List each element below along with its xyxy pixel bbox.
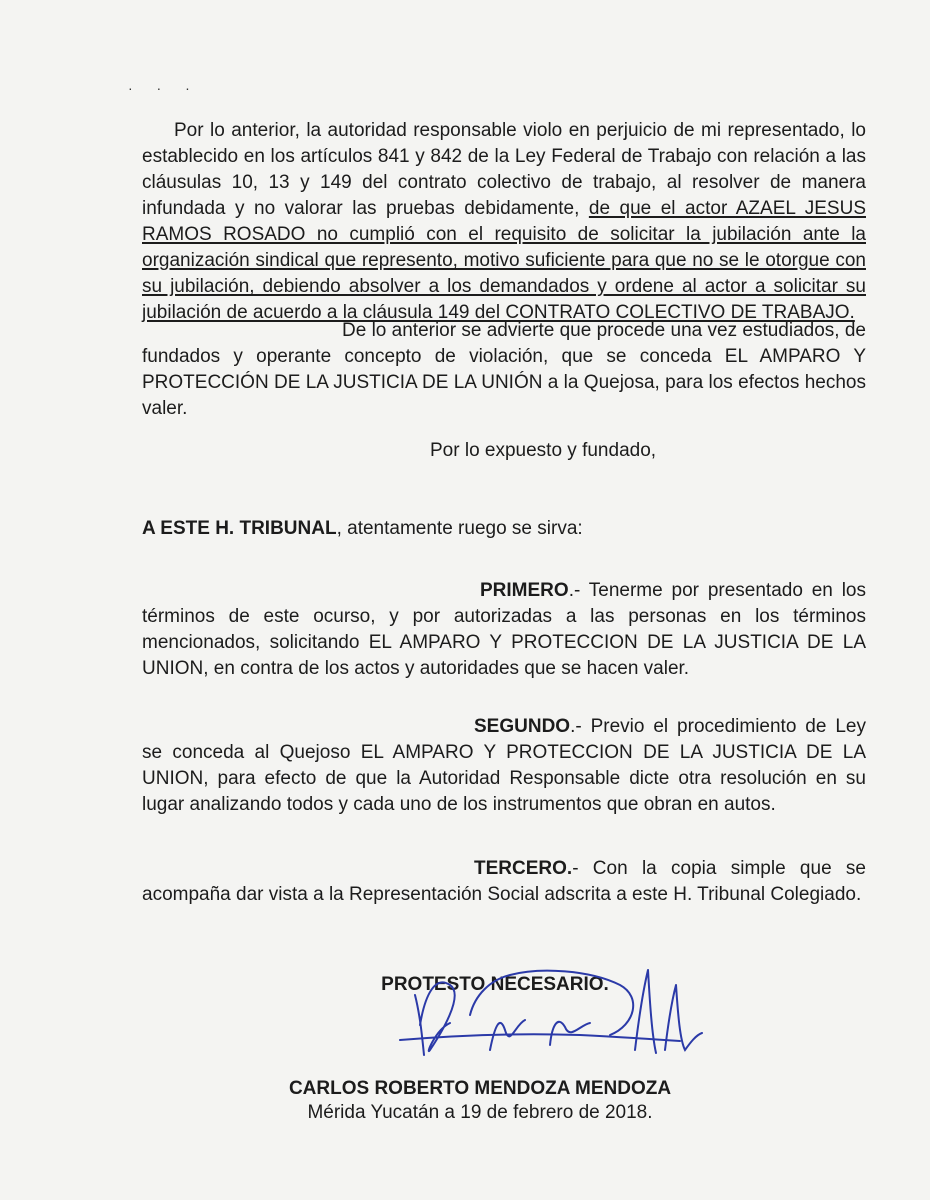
paragraph-violation [142, 118, 866, 326]
paragraph-conclusion [142, 318, 866, 422]
petition-segundo-label: SEGUNDO [474, 716, 571, 737]
scan-marks: · · · [128, 80, 200, 96]
paragraph-conclusion-text: De lo anterior se advierte que procede una vez estudiados, de fundados y operante concepto de violación, que se conceda EL AMPARO Y PROTECCIÓN DE LA JUSTICIA DE LA UNIÓN a la Quejosa, para los efectos hechos valer. [142, 320, 866, 419]
petition-primero-text: .- Tenerme por presentado en los términos de este ocurso, y por autorizadas a las personas en los términos mencionados, solicitando EL AMPARO Y PROTECCION DE LA JUSTICIA DE LA UNION, en contra de los actos y autoridades que se hacen valer. [142, 580, 866, 679]
signer-name: CARLOS ROBERTO MENDOZA MENDOZA [288, 1078, 672, 1099]
petition-tercero-label: TERCERO. [474, 858, 573, 879]
addressee-rest: , atentamente ruego se sirva: [336, 518, 583, 539]
paragraph-violation-lead: Por lo anterior, la autoridad responsable violo en perjuicio de mi representado, lo establecido en los artículos 841 y 842 de la Ley Federal de Trabajo con relación a las cláusulas 10, 13 y 149 del contrato colectivo de trabajo, al resolver de manera infundada y no valorar las pruebas debidamente, [142, 120, 866, 219]
addressee-bold: A ESTE H. TRIBUNAL [142, 518, 337, 539]
place-and-date: Mérida Yucatán a 19 de febrero de 2018. [307, 1102, 653, 1123]
petition-primero-label: PRIMERO [480, 580, 569, 601]
closing-phrase: Por lo expuesto y fundado, [430, 440, 657, 461]
petition-tercero [142, 856, 866, 908]
petition-tercero-text: - Con la copia simple que se acompaña dar vista a la Representación Social adscrita a este H. Tribunal Colegiado. [142, 858, 866, 905]
addressee-line [142, 516, 866, 542]
handwritten-signature [380, 955, 710, 1075]
petition-primero [142, 578, 866, 682]
petition-segundo-text: .- Previo el procedimiento de Ley se conceda al Quejoso EL AMPARO Y PROTECCION DE LA JUSTICIA DE LA UNION, para efecto de que la Autoridad Responsable dicte otra resolución en su lugar analizando todos y cada uno de los instrumentos que obran en autos. [142, 716, 866, 815]
petition-segundo [142, 714, 866, 818]
protesto-line: PROTESTO NECESARIO. [381, 974, 609, 995]
paragraph-violation-underlined: de que el actor AZAEL JESUS RAMOS ROSADO no cumplió con el requisito de solicitar la jubilación ante la organización sindical que represento, motivo suficiente para que no se le otorgue con su jubilación, debiendo absolver a los demandados y ordene al actor a solicitar su jubilación de acuerdo a la cláusula 149 del CONTRATO COLECTIVO DE TRABAJO. [142, 198, 866, 323]
